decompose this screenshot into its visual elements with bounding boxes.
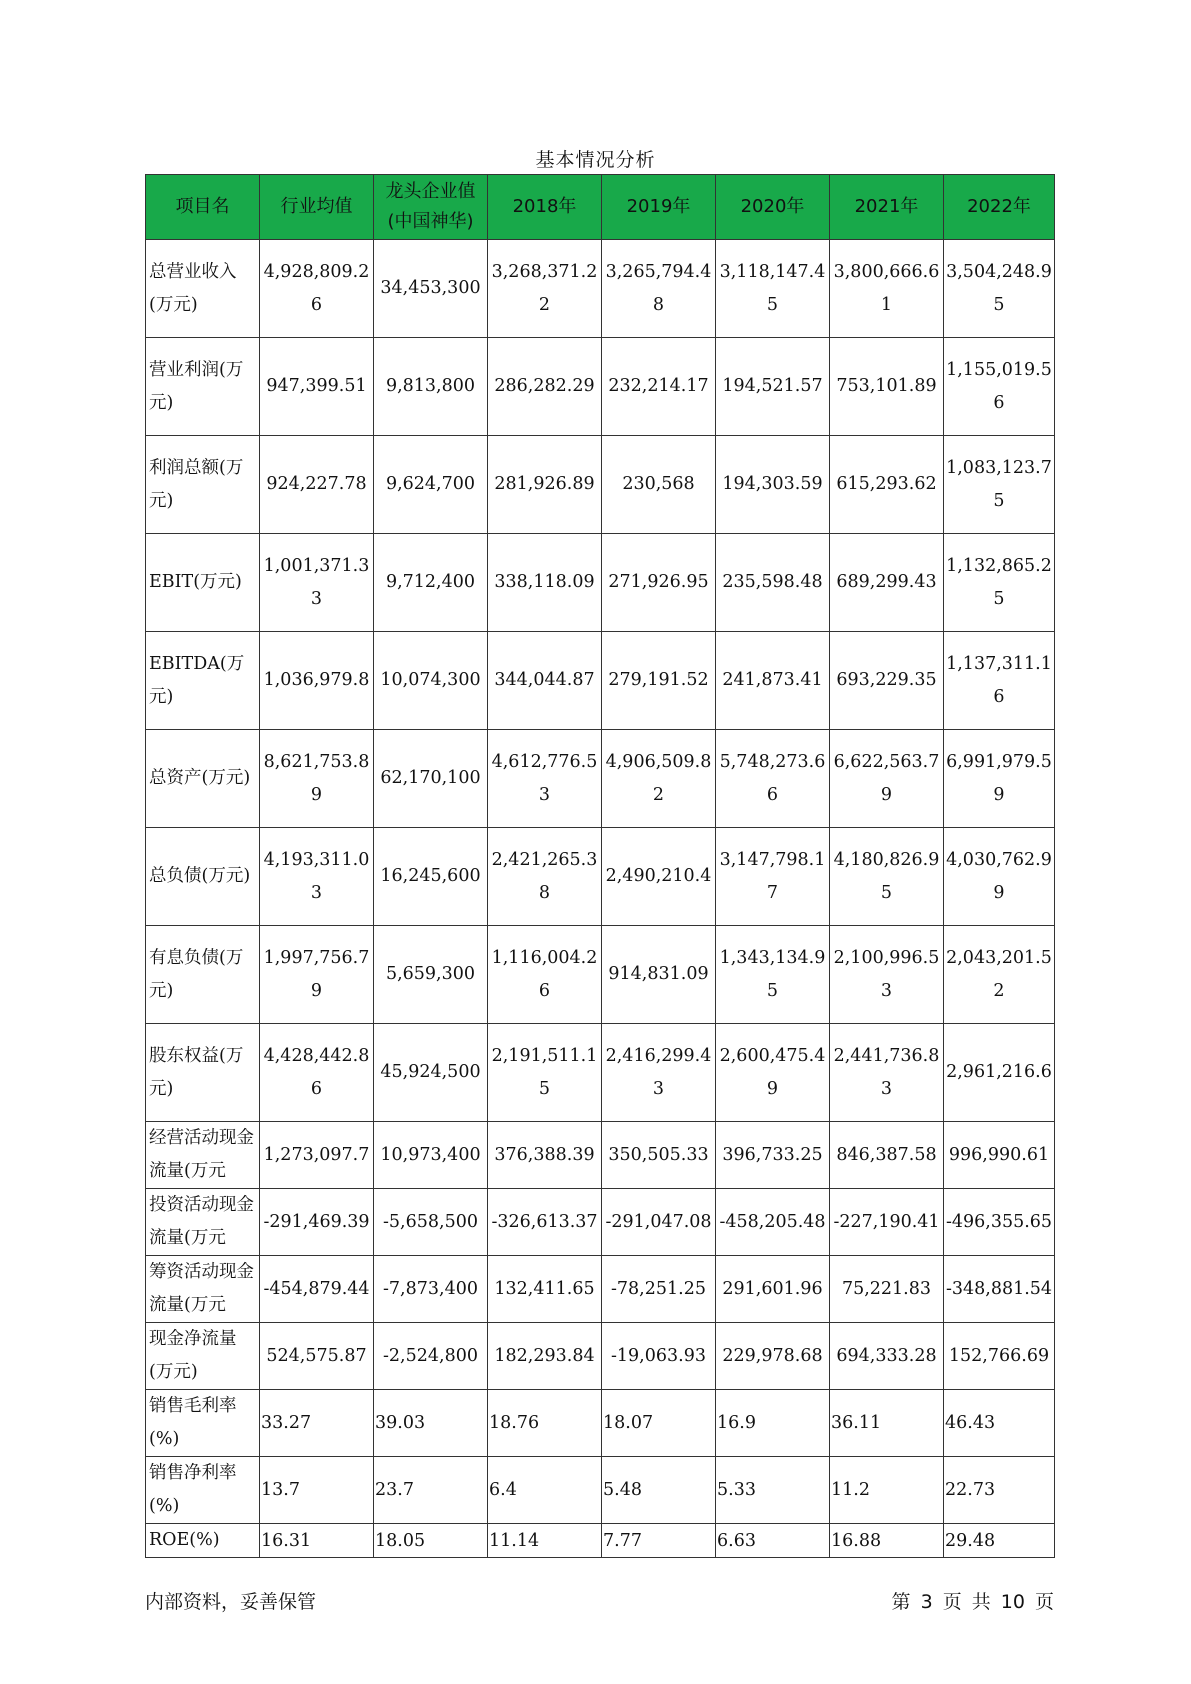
table-cell: 914,831.09 (602, 926, 716, 1024)
header-year-2018: 2018年 (488, 175, 602, 240)
table-row (146, 730, 1055, 828)
table-cell: 10,973,400 (374, 1122, 488, 1189)
table-cell: 6.63 (716, 1524, 830, 1558)
table-cell: 182,293.84 (488, 1323, 602, 1390)
table-cell: 16.31 (260, 1524, 374, 1558)
table-cell: 75,221.83 (830, 1256, 944, 1323)
table-cell: 2,043,201.52 (944, 926, 1055, 1024)
table-cell: 996,990.61 (944, 1122, 1055, 1189)
table-cell: 693,229.35 (830, 632, 944, 730)
row-label: ROE(%) (146, 1524, 260, 1558)
table-cell: 16.9 (716, 1390, 830, 1457)
table-cell: 1,155,019.56 (944, 338, 1055, 436)
table-cell: 2,421,265.38 (488, 828, 602, 926)
table-cell: 229,978.68 (716, 1323, 830, 1390)
table-row (146, 1457, 1055, 1524)
table-cell: 2,600,475.49 (716, 1024, 830, 1122)
table-row (146, 1024, 1055, 1122)
table-header-row (146, 175, 1055, 240)
table-cell: 3,504,248.95 (944, 240, 1055, 338)
header-industry-avg: 行业均值 (260, 175, 374, 240)
table-cell: 9,624,700 (374, 436, 488, 534)
footer-page-number: 第 3 页 共 10 页 (891, 1591, 1054, 1613)
table-cell: 33.27 (260, 1390, 374, 1457)
table-cell: 753,101.89 (830, 338, 944, 436)
table-cell: -291,047.08 (602, 1189, 716, 1256)
table-cell: 18.07 (602, 1390, 716, 1457)
table-cell: 7.77 (602, 1524, 716, 1558)
table-cell: 4,612,776.53 (488, 730, 602, 828)
table-cell: 6,991,979.59 (944, 730, 1055, 828)
table-cell: 279,191.52 (602, 632, 716, 730)
table-row (146, 1323, 1055, 1390)
table-cell: -454,879.44 (260, 1256, 374, 1323)
table-row (146, 1122, 1055, 1189)
table-cell: 1,343,134.95 (716, 926, 830, 1024)
header-leader-value: 龙头企业值(中国神华) (374, 175, 488, 240)
table-row (146, 240, 1055, 338)
header-year-2020: 2020年 (716, 175, 830, 240)
table-cell: 241,873.41 (716, 632, 830, 730)
row-label: 股东权益(万元) (146, 1024, 260, 1122)
table-cell: 2,416,299.43 (602, 1024, 716, 1122)
table-cell: 291,601.96 (716, 1256, 830, 1323)
table-cell: 9,813,800 (374, 338, 488, 436)
table-cell: -78,251.25 (602, 1256, 716, 1323)
table-cell: 39.03 (374, 1390, 488, 1457)
table-cell: 1,036,979.8 (260, 632, 374, 730)
table-row (146, 1189, 1055, 1256)
table-cell: 4,193,311.03 (260, 828, 374, 926)
table-cell: 1,273,097.7 (260, 1122, 374, 1189)
table-cell: 947,399.51 (260, 338, 374, 436)
table-cell: 13.7 (260, 1457, 374, 1524)
row-label: 总资产(万元) (146, 730, 260, 828)
table-row (146, 926, 1055, 1024)
table-cell: 6,622,563.79 (830, 730, 944, 828)
basic-analysis-table (145, 174, 1055, 1558)
row-label: 销售毛利率(%) (146, 1390, 260, 1457)
header-year-2022: 2022年 (944, 175, 1055, 240)
row-label: 销售净利率(%) (146, 1457, 260, 1524)
table-cell: 4,180,826.95 (830, 828, 944, 926)
table-row (146, 534, 1055, 632)
table-cell: -7,873,400 (374, 1256, 488, 1323)
row-label: EBIT(万元) (146, 534, 260, 632)
table-cell: 4,428,442.86 (260, 1024, 374, 1122)
page-title: 基本情况分析 (535, 149, 656, 171)
table-cell: 4,928,809.26 (260, 240, 374, 338)
header-year-2019: 2019年 (602, 175, 716, 240)
header-item-name: 项目名 (146, 175, 260, 240)
table-cell: 524,575.87 (260, 1323, 374, 1390)
table-cell: 194,303.59 (716, 436, 830, 534)
table-cell: -227,190.41 (830, 1189, 944, 1256)
table-cell: 338,118.09 (488, 534, 602, 632)
table-cell: 1,083,123.75 (944, 436, 1055, 534)
table-cell: 5,659,300 (374, 926, 488, 1024)
table-cell: 2,441,736.83 (830, 1024, 944, 1122)
table-cell: 1,116,004.26 (488, 926, 602, 1024)
table-cell: 2,191,511.15 (488, 1024, 602, 1122)
table-cell: -2,524,800 (374, 1323, 488, 1390)
table-cell: -326,613.37 (488, 1189, 602, 1256)
table-cell: 396,733.25 (716, 1122, 830, 1189)
table-cell: 3,147,798.17 (716, 828, 830, 926)
table-cell: 132,411.65 (488, 1256, 602, 1323)
table-cell: 232,214.17 (602, 338, 716, 436)
table-cell: 2,961,216.6 (944, 1024, 1055, 1122)
table-cell: 846,387.58 (830, 1122, 944, 1189)
table-cell: 3,268,371.22 (488, 240, 602, 338)
table-cell: 230,568 (602, 436, 716, 534)
table-cell: 11.2 (830, 1457, 944, 1524)
table-cell: 1,001,371.33 (260, 534, 374, 632)
table-row (146, 828, 1055, 926)
table-cell: 152,766.69 (944, 1323, 1055, 1390)
table-cell: 10,074,300 (374, 632, 488, 730)
table-cell: -496,355.65 (944, 1189, 1055, 1256)
row-label: 经营活动现金流量(万元 (146, 1122, 260, 1189)
table-cell: 3,118,147.45 (716, 240, 830, 338)
table-cell: -19,063.93 (602, 1323, 716, 1390)
table-cell: 2,100,996.53 (830, 926, 944, 1024)
footer-confidential-note: 内部资料，妥善保管 (145, 1591, 317, 1613)
table-cell: 16,245,600 (374, 828, 488, 926)
table-cell: 689,299.43 (830, 534, 944, 632)
row-label: 营业利润(万元) (146, 338, 260, 436)
table-cell: -348,881.54 (944, 1256, 1055, 1323)
table-cell: 5.33 (716, 1457, 830, 1524)
table-cell: 45,924,500 (374, 1024, 488, 1122)
table-cell: 924,227.78 (260, 436, 374, 534)
row-label: 现金净流量(万元) (146, 1323, 260, 1390)
table-cell: 1,132,865.25 (944, 534, 1055, 632)
table-row (146, 632, 1055, 730)
table-cell: 615,293.62 (830, 436, 944, 534)
table-row (146, 436, 1055, 534)
table-cell: 286,282.29 (488, 338, 602, 436)
table-cell: 3,800,666.61 (830, 240, 944, 338)
table-cell: 6.4 (488, 1457, 602, 1524)
table-cell: 36.11 (830, 1390, 944, 1457)
table-row (146, 1256, 1055, 1323)
table-cell: 3,265,794.48 (602, 240, 716, 338)
table-cell: -5,658,500 (374, 1189, 488, 1256)
table-cell: 16.88 (830, 1524, 944, 1558)
table-cell: 376,388.39 (488, 1122, 602, 1189)
table-cell: 2,490,210.4 (602, 828, 716, 926)
row-label: 总负债(万元) (146, 828, 260, 926)
table-cell: 5,748,273.66 (716, 730, 830, 828)
table-cell: 4,030,762.99 (944, 828, 1055, 926)
table-cell: 350,505.33 (602, 1122, 716, 1189)
table-cell: 344,044.87 (488, 632, 602, 730)
table-cell: 46.43 (944, 1390, 1055, 1457)
row-label: 投资活动现金流量(万元 (146, 1189, 260, 1256)
table-cell: 281,926.89 (488, 436, 602, 534)
table-cell: 11.14 (488, 1524, 602, 1558)
table-cell: 1,997,756.79 (260, 926, 374, 1024)
table-cell: 9,712,400 (374, 534, 488, 632)
table-row (146, 1524, 1055, 1558)
table-cell: 62,170,100 (374, 730, 488, 828)
table-cell: 8,621,753.89 (260, 730, 374, 828)
table-cell: 4,906,509.82 (602, 730, 716, 828)
table-cell: 271,926.95 (602, 534, 716, 632)
table-cell: 34,453,300 (374, 240, 488, 338)
table-cell: 23.7 (374, 1457, 488, 1524)
table-cell: 22.73 (944, 1457, 1055, 1524)
table-cell: 18.76 (488, 1390, 602, 1457)
table-cell: 5.48 (602, 1457, 716, 1524)
table-row (146, 1390, 1055, 1457)
row-label: 利润总额(万元) (146, 436, 260, 534)
table-cell: 694,333.28 (830, 1323, 944, 1390)
row-label: 有息负债(万元) (146, 926, 260, 1024)
table-cell: -291,469.39 (260, 1189, 374, 1256)
table-cell: 194,521.57 (716, 338, 830, 436)
header-year-2021: 2021年 (830, 175, 944, 240)
row-label: 总营业收入(万元) (146, 240, 260, 338)
row-label: EBITDA(万元) (146, 632, 260, 730)
row-label: 筹资活动现金流量(万元 (146, 1256, 260, 1323)
table-cell: 235,598.48 (716, 534, 830, 632)
table-row (146, 338, 1055, 436)
table-cell: 29.48 (944, 1524, 1055, 1558)
table-cell: 1,137,311.16 (944, 632, 1055, 730)
table-cell: 18.05 (374, 1524, 488, 1558)
table-cell: -458,205.48 (716, 1189, 830, 1256)
